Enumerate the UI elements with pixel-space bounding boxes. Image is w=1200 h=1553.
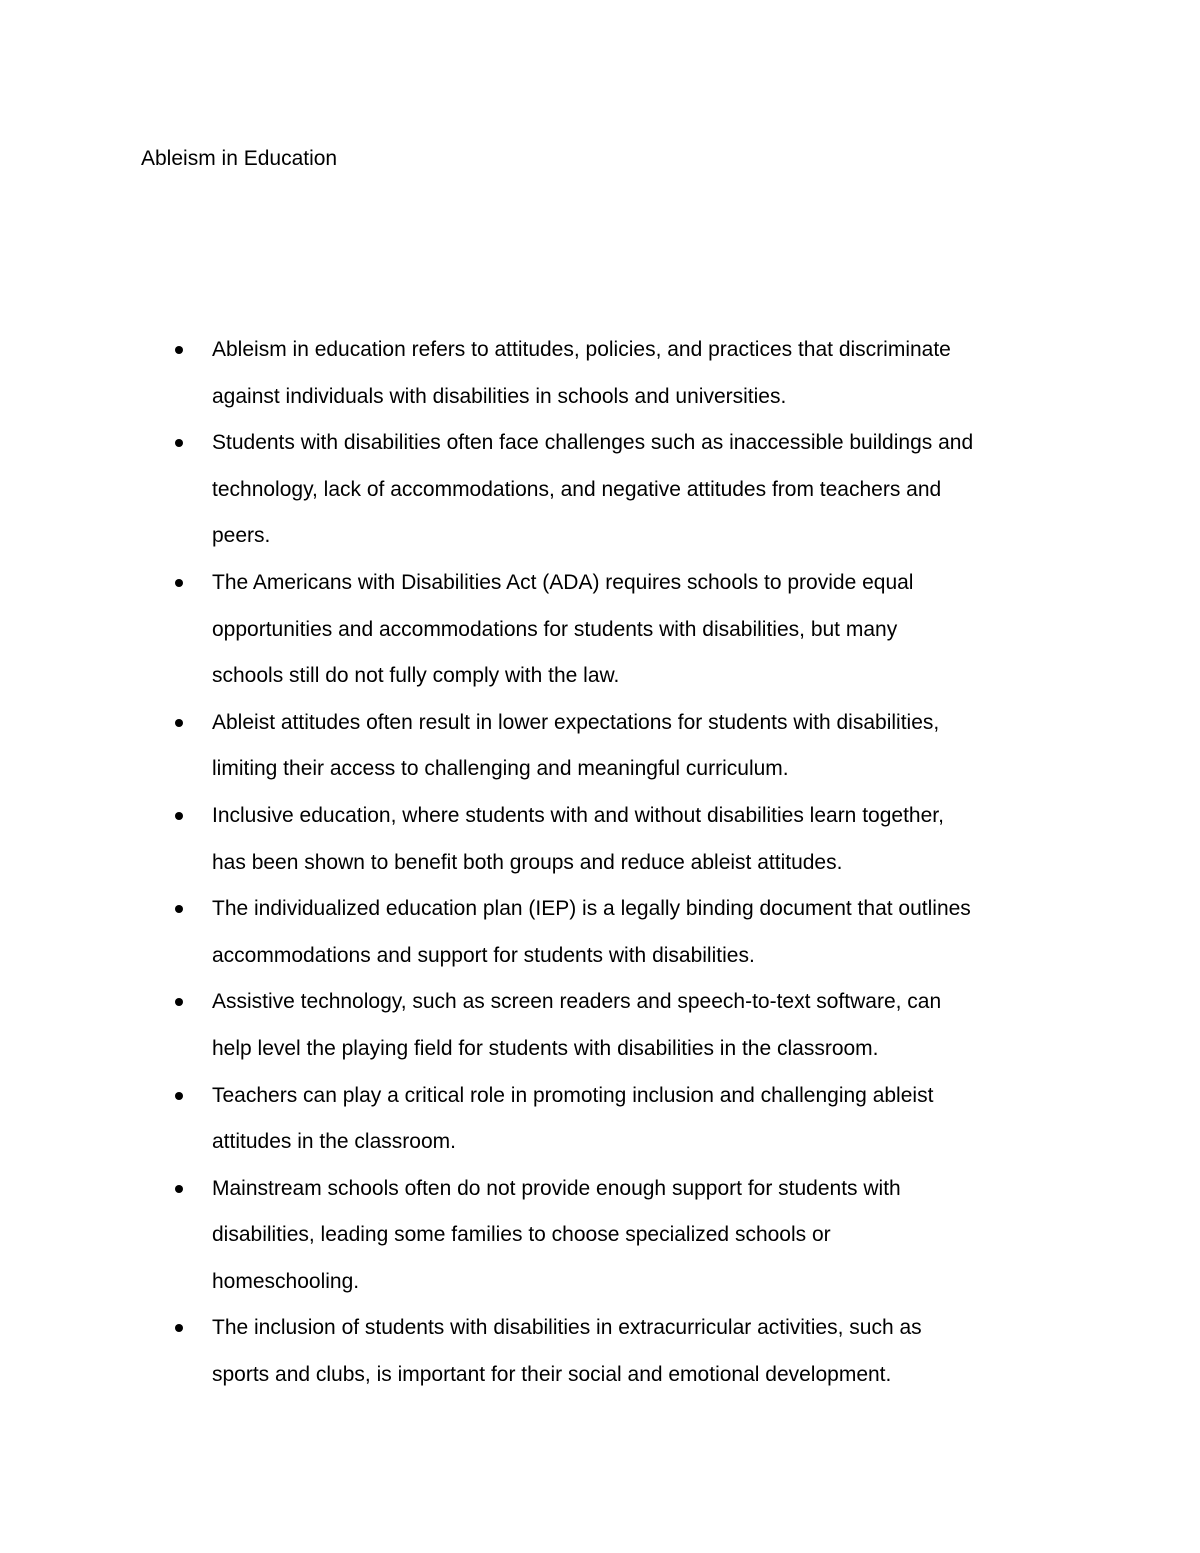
list-item [172, 1166, 1072, 1306]
bullet-line: accommodations and support for students with disabilities. [212, 943, 755, 967]
list-item [172, 420, 1072, 560]
page-title: Ableism in Education [141, 147, 338, 170]
bullet-list [172, 327, 1072, 1399]
bullet-line: Assistive technology, such as screen readers and speech-to-text software, can [212, 990, 942, 1014]
bullet-line: opportunities and accommodations for students with disabilities, but many [212, 617, 898, 641]
bullet-dot-icon [175, 1185, 183, 1193]
bullet-line: Ableism in education refers to attitudes, policies, and practices that discriminate [212, 338, 951, 361]
bullet-line: attitudes in the classroom. [212, 1130, 456, 1154]
bullet-line: against individuals with disabilities in schools and universities. [212, 384, 787, 408]
list-item [172, 327, 1072, 420]
bullet-dot-icon [175, 439, 183, 447]
bullet-line: Inclusive education, where students with and without disabilities learn together, [212, 803, 944, 827]
bullet-line: limiting their access to challenging and meaningful curriculum. [212, 757, 789, 781]
bullet-line: The individualized education plan (IEP) is a legally binding document that outlines [212, 897, 971, 921]
bullet-dot-icon [175, 1092, 183, 1100]
bullet-line: homeschooling. [212, 1269, 360, 1293]
bullet-line: schools still do not fully comply with the law. [212, 664, 620, 688]
bullet-line: Ableist attitudes often result in lower expectations for students with disabilities, [212, 710, 940, 734]
bullet-dot-icon [175, 812, 183, 820]
list-item [172, 886, 1072, 979]
bullet-line: Mainstream schools often do not provide enough support for students with [212, 1176, 901, 1200]
bullet-dot-icon [175, 998, 183, 1006]
list-item [172, 560, 1072, 700]
list-item [172, 1073, 1072, 1166]
bullet-dot-icon [175, 719, 183, 727]
bullet-line: technology, lack of accommodations, and negative attitudes from teachers and [212, 477, 942, 501]
bullet-line: The Americans with Disabilities Act (ADA) requires schools to provide equal [212, 570, 914, 594]
bullet-line: disabilities, leading some families to choose specialized schools or [212, 1223, 831, 1247]
list-item [172, 979, 1072, 1072]
bullet-line: has been shown to benefit both groups and reduce ableist attitudes. [212, 850, 843, 874]
bullet-dot-icon [175, 346, 183, 354]
list-item [172, 793, 1072, 886]
bullet-dot-icon [175, 1324, 183, 1332]
bullet-dot-icon [175, 905, 183, 913]
bullet-line: peers. [212, 524, 271, 548]
bullet-line: Teachers can play a critical role in promoting inclusion and challenging ableist [212, 1083, 934, 1107]
bullet-line: Students with disabilities often face challenges such as inaccessible buildings and [212, 431, 974, 455]
list-item [172, 1305, 1072, 1398]
bullet-line: sports and clubs, is important for their social and emotional development. [212, 1363, 892, 1387]
bullet-line: help level the playing field for students with disabilities in the classroom. [212, 1036, 879, 1060]
list-item [172, 700, 1072, 793]
bullet-line: The inclusion of students with disabilities in extracurricular activities, such as [212, 1316, 922, 1340]
bullet-dot-icon [175, 579, 183, 587]
